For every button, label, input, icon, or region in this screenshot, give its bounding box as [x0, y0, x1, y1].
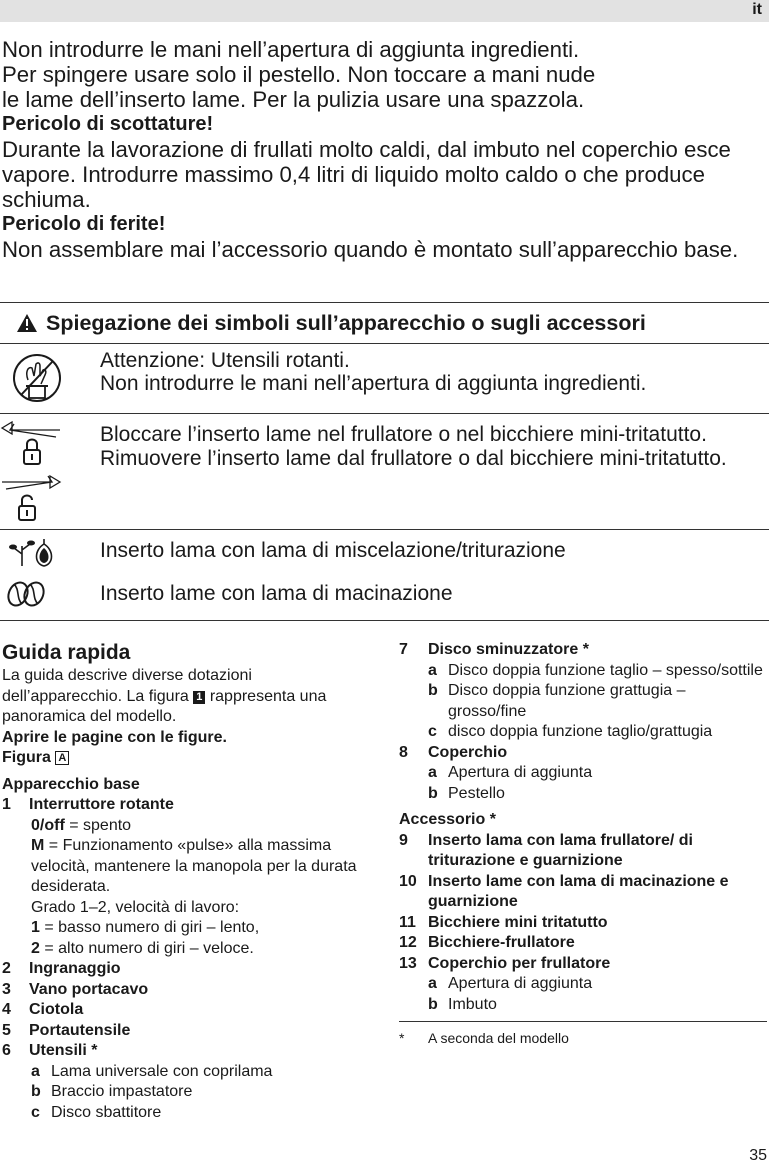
language-code: it — [752, 1, 762, 18]
burn-danger-text: Durante la lavorazione di frullati molto caldi, dal imbuto nel coperchio esce vapore. Introdurre massimo 0,4 litri di liquido molto caldo o che produce schiuma. — [2, 137, 731, 212]
list-item: 13 Coperchio per frullatore — [399, 954, 611, 972]
figure-box: 1 — [193, 691, 205, 704]
list-item: 5 Portautensile — [2, 1021, 131, 1039]
warning-line: le lame dell’inserto lame. Per la pulizia usare una spazzola. — [2, 87, 585, 112]
symbol-row — [0, 414, 769, 530]
symbol-text: Rimuovere l’inserto lame dal frullatore o dal bicchiere mini-tritatutto. — [100, 447, 727, 470]
lock-arrow-icon — [0, 418, 62, 468]
footnote-mark: * — [399, 1030, 405, 1046]
list-item: 7 Disco sminuzzatore * — [399, 641, 589, 658]
list-item: 10 Inserto lame con lama di macinazione e guarnizione — [399, 872, 729, 910]
list-item: 9 Inserto lama con lama frullatore/ di triturazione e guarnizione — [399, 831, 693, 869]
symbol-text: Bloccare l’inserto lame nel frullatore o nel bicchiere mini-tritatutto. — [100, 423, 707, 446]
symbols-section — [0, 302, 769, 621]
symbol-text: Inserto lama con lama di miscelazione/triturazione — [100, 539, 566, 562]
list-item: c disco doppia funzione taglio/grattugia — [428, 723, 713, 740]
list-item: b Disco doppia funzione grattugia – grosso/fine — [428, 682, 686, 720]
page-number: 35 — [749, 1147, 767, 1164]
unlock-arrow-icon — [0, 472, 62, 524]
list-item: 12 Bicchiere-frullatore — [399, 934, 575, 951]
warning-triangle-icon — [16, 313, 38, 333]
symbols-title: Spiegazione dei simboli sull’apparecchio o sugli accessori — [46, 310, 646, 335]
open-figures-note: Aprire le pagine con le figure. — [2, 728, 227, 746]
list-item: 1 Interruttore rotante — [2, 796, 174, 813]
injury-danger-heading: Pericolo di ferite! — [2, 213, 166, 235]
footnote — [399, 1021, 767, 1049]
list-item: 8 Coperchio — [399, 743, 508, 761]
figure-letter-box: A — [55, 751, 69, 765]
list-item: 2 Ingranaggio — [2, 960, 121, 977]
list-item: a Apertura di aggiunta — [428, 975, 593, 992]
figure-label: Figura A — [2, 748, 362, 769]
list-item: b Imbuto — [428, 995, 497, 1013]
symbol-text: Inserto lame con lama di macinazione — [100, 582, 453, 605]
list-item: Grado 1–2, velocità di lavoro: — [31, 898, 240, 916]
warning-line: Per spingere usare solo il pestello. Non toccare a mani nude — [2, 62, 596, 87]
list-item: 0/off = spento — [31, 816, 132, 834]
warning-line: Non introdurre le mani nell’apertura di aggiunta ingredienti. — [2, 37, 580, 62]
list-item: a Apertura di aggiunta — [428, 764, 593, 781]
symbol-text: Non introdurre le mani nell’apertura di aggiunta ingredienti. — [100, 372, 647, 395]
quick-guide-right-column — [399, 638, 767, 1049]
list-item: c Disco sbattitore — [31, 1103, 162, 1121]
symbol-row — [0, 530, 769, 621]
list-item: 4 Ciotola — [2, 1001, 84, 1018]
symbols-title-bar — [0, 302, 769, 344]
quick-guide-left-column — [2, 638, 362, 1123]
grinding-beans-icon — [6, 580, 46, 608]
no-hands-rotating-blade-icon — [10, 348, 64, 408]
symbol-text: Attenzione: Utensili rotanti. — [100, 349, 350, 372]
list-item: a Lama universale con coprilama — [31, 1062, 273, 1080]
symbol-row — [0, 344, 769, 414]
list-item: 3 Vano portacavo — [2, 980, 149, 998]
safety-warnings — [2, 37, 764, 262]
list-item: 1 = basso numero di giri – lento, — [31, 919, 260, 936]
list-item: 11 Bicchiere mini tritatutto — [399, 913, 608, 931]
list-item: 6 Utensili * — [2, 1042, 98, 1059]
section-accessory: Accessorio * — [399, 811, 496, 828]
quick-guide-intro: La guida descrive diverse dotazioni dell’apparecchio. La figura 1 rappresenta una panoramica del modello. — [2, 667, 327, 725]
section-base-unit: Apparecchio base — [2, 775, 140, 793]
footnote-text: A seconda del modello — [428, 1030, 569, 1046]
list-item: b Pestello — [428, 784, 505, 802]
list-item: 2 = alto numero di giri – veloce. — [31, 939, 254, 957]
list-item: b Braccio impastatore — [31, 1083, 193, 1100]
injury-danger-text: Non assemblare mai l’accessorio quando è montato sull’apparecchio base. — [2, 237, 739, 262]
herb-onion-blade-icon — [8, 536, 58, 572]
list-item: a Disco doppia funzione taglio – spesso/sottile — [428, 661, 763, 679]
quick-guide-title: Guida rapida — [2, 641, 131, 664]
list-item: M = Funzionamento «pulse» alla massima velocità, mantenere la manopola per la durata desiderata. — [31, 837, 357, 895]
burn-danger-heading: Pericolo di scottature! — [2, 113, 214, 135]
header-bar — [0, 0, 769, 22]
